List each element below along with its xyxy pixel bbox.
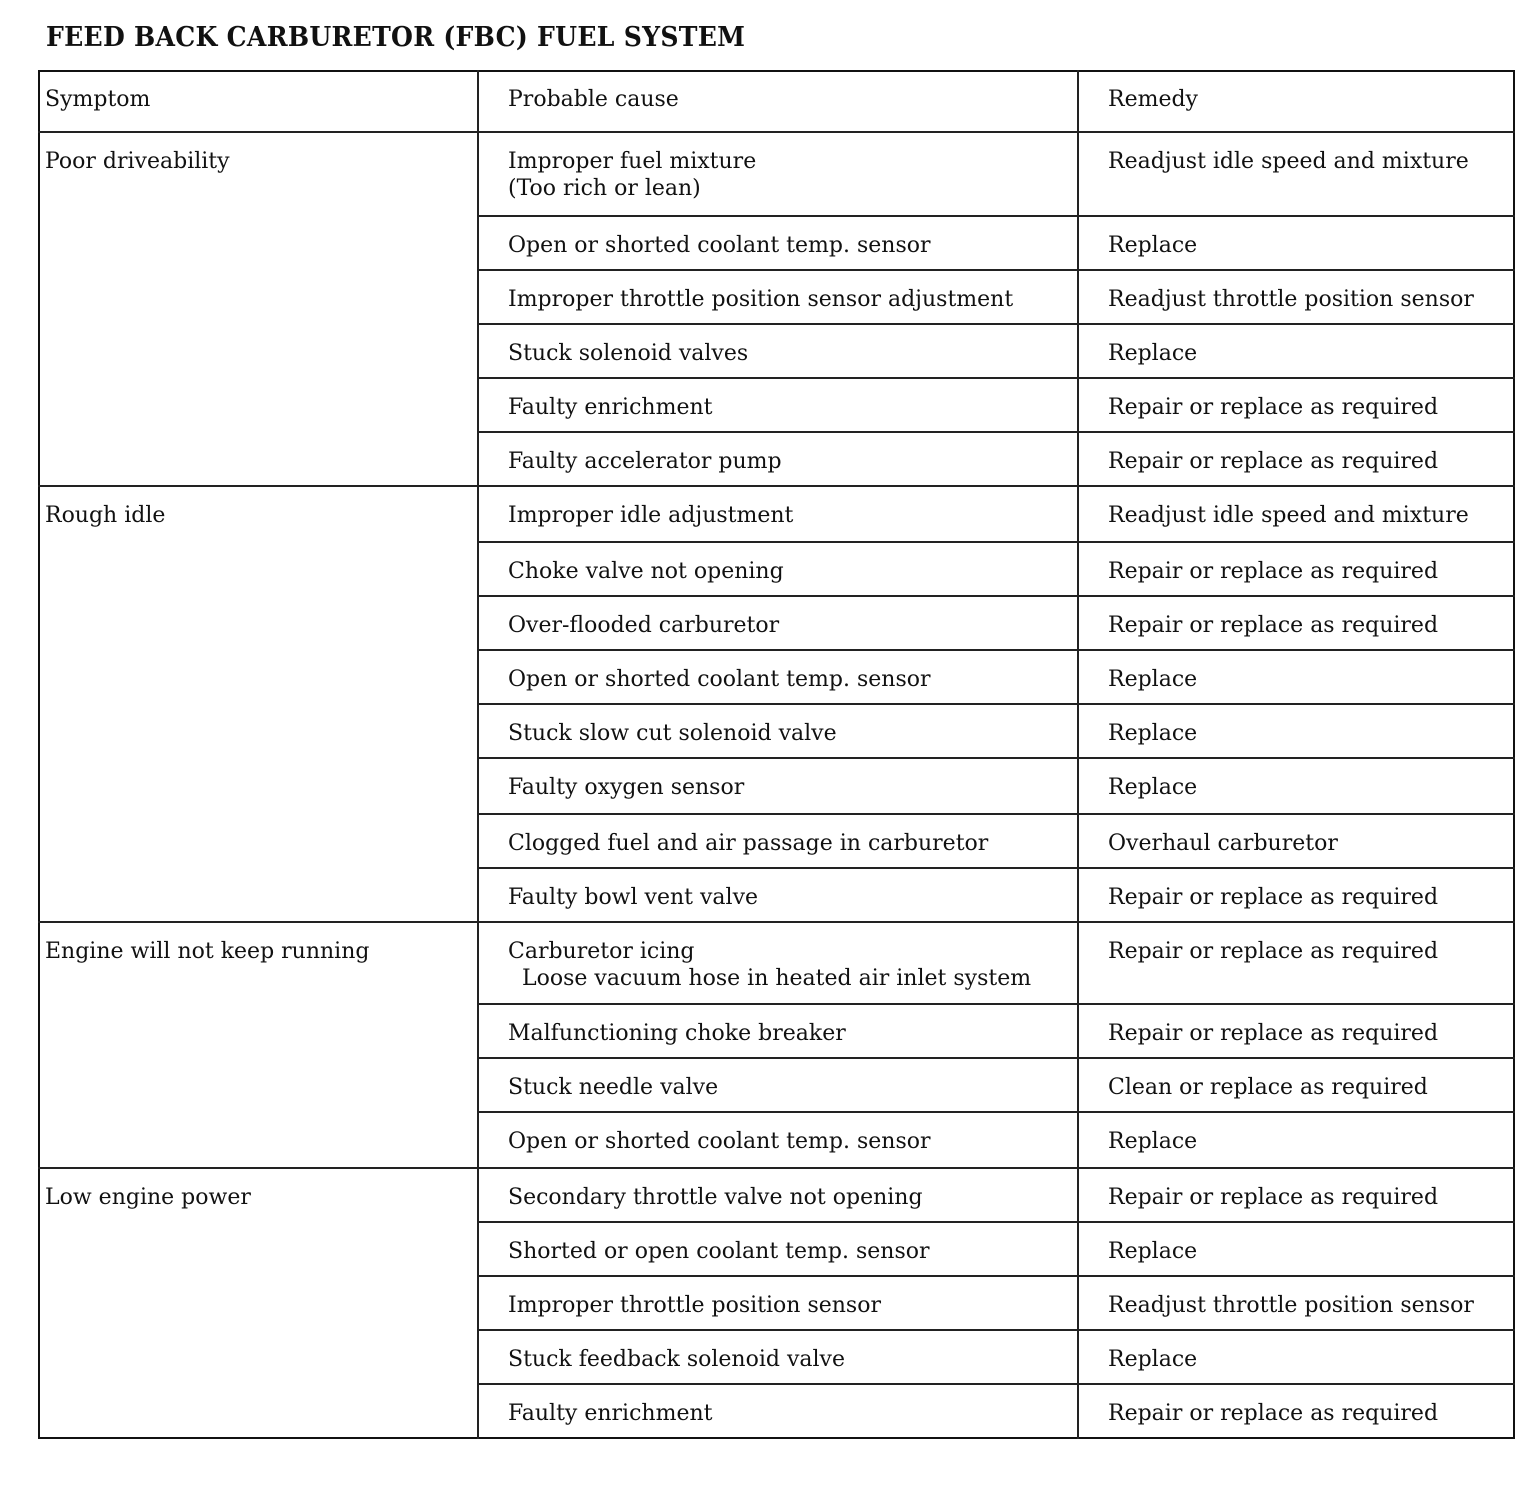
cause-cell	[478, 1330, 1078, 1384]
remedy-cell-text: Repair or replace as required	[1108, 395, 1439, 420]
cause-cell	[478, 1222, 1078, 1276]
remedy-cell-text: Replace	[1108, 775, 1198, 800]
cause-cell	[478, 324, 1078, 378]
header-cause-text: Probable cause	[508, 87, 679, 112]
cause-cell	[478, 704, 1078, 758]
cause-cell-text: Stuck needle valve	[508, 1075, 719, 1100]
cause-cell	[478, 758, 1078, 814]
cause-cell	[478, 1168, 1078, 1222]
cause-cell-text: Secondary throttle valve not opening	[508, 1185, 923, 1210]
cause-cell-text: Improper idle adjustment	[508, 503, 794, 528]
cause-cell	[478, 270, 1078, 324]
symptom-cell-text: Poor driveability	[45, 149, 230, 174]
remedy-cell-text: Replace	[1108, 233, 1198, 258]
remedy-cell-text: Replace	[1108, 721, 1198, 746]
remedy-cell	[1078, 1168, 1515, 1222]
remedy-cell-text: Repair or replace as required	[1108, 939, 1439, 964]
cause-cell	[478, 922, 1078, 1004]
remedy-cell-text: Repair or replace as required	[1108, 1185, 1439, 1210]
remedy-cell-text: Readjust throttle position sensor	[1108, 1293, 1474, 1318]
cause-cell-text: Faulty enrichment	[508, 1401, 713, 1426]
remedy-cell	[1078, 542, 1515, 596]
remedy-cell-text: Replace	[1108, 1129, 1198, 1154]
cause-cell-text: Stuck slow cut solenoid valve	[508, 721, 837, 746]
cause-cell	[478, 650, 1078, 704]
cause-cell-text: Open or shorted coolant temp. sensor	[508, 233, 931, 258]
cause-cell	[478, 132, 1078, 216]
cause-cell	[478, 542, 1078, 596]
remedy-cell	[1078, 650, 1515, 704]
remedy-cell	[1078, 132, 1515, 216]
cause-cell	[478, 432, 1078, 486]
remedy-cell	[1078, 324, 1515, 378]
cause-cell	[478, 814, 1078, 868]
remedy-cell-text: Repair or replace as required	[1108, 613, 1439, 638]
remedy-cell-text: Replace	[1108, 1239, 1198, 1264]
cause-cell	[478, 868, 1078, 922]
cause-cell-text: Clogged fuel and air passage in carburetor	[508, 831, 989, 856]
cause-cell	[478, 1384, 1078, 1439]
remedy-cell-text: Overhaul carburetor	[1108, 831, 1338, 856]
cause-cell-text: Faulty oxygen sensor	[508, 775, 745, 800]
symptom-cell	[38, 486, 478, 922]
remedy-cell	[1078, 1112, 1515, 1168]
cause-cell	[478, 216, 1078, 270]
symptom-cell	[38, 1168, 478, 1439]
cause-cell-text: Malfunctioning choke breaker	[508, 1021, 846, 1046]
page-title: FEED BACK CARBURETOR (FBC) FUEL SYSTEM	[46, 22, 746, 53]
symptom-cell	[38, 922, 478, 1168]
remedy-cell	[1078, 1058, 1515, 1112]
symptom-cell-text: Low engine power	[45, 1185, 251, 1210]
remedy-cell	[1078, 704, 1515, 758]
cause-cell	[478, 1276, 1078, 1330]
remedy-cell-text: Replace	[1108, 341, 1198, 366]
remedy-cell	[1078, 378, 1515, 432]
remedy-cell	[1078, 758, 1515, 814]
cause-cell-text: Stuck solenoid valves	[508, 341, 749, 366]
remedy-cell-text: Repair or replace as required	[1108, 1021, 1439, 1046]
cause-cell	[478, 1112, 1078, 1168]
remedy-cell-text: Repair or replace as required	[1108, 1401, 1439, 1426]
cause-cell	[478, 378, 1078, 432]
cause-cell	[478, 1004, 1078, 1058]
remedy-cell	[1078, 216, 1515, 270]
cause-cell	[478, 596, 1078, 650]
remedy-cell	[1078, 596, 1515, 650]
cause-cell-text: Choke valve not opening	[508, 559, 784, 584]
remedy-cell-text: Replace	[1108, 667, 1198, 692]
remedy-cell-text: Readjust idle speed and mixture	[1108, 503, 1469, 528]
cause-cell	[478, 1058, 1078, 1112]
symptom-cell	[38, 132, 478, 486]
symptom-cell-text: Rough idle	[45, 503, 166, 528]
remedy-cell	[1078, 1330, 1515, 1384]
remedy-cell	[1078, 432, 1515, 486]
header-remedy	[1078, 70, 1515, 132]
header-cause	[478, 70, 1078, 132]
cause-cell-text: Over-flooded carburetor	[508, 613, 780, 638]
remedy-cell	[1078, 1222, 1515, 1276]
cause-cell-text: Open or shorted coolant temp. sensor	[508, 1129, 931, 1154]
remedy-cell	[1078, 814, 1515, 868]
symptom-cell-text: Engine will not keep running	[45, 939, 370, 964]
cause-cell	[478, 486, 1078, 542]
cause-cell-text: (Too rich or lean)	[508, 176, 701, 201]
cause-cell-text: Stuck feedback solenoid valve	[508, 1347, 845, 1372]
remedy-cell-text: Clean or replace as required	[1108, 1075, 1428, 1100]
header-symptom-text: Symptom	[45, 87, 151, 112]
remedy-cell-text: Repair or replace as required	[1108, 449, 1439, 474]
remedy-cell-text: Readjust idle speed and mixture	[1108, 149, 1469, 174]
cause-cell-text: Improper fuel mixture	[508, 149, 757, 174]
remedy-cell-text: Repair or replace as required	[1108, 885, 1439, 910]
cause-cell-text: Shorted or open coolant temp. sensor	[508, 1239, 930, 1264]
remedy-cell-text: Repair or replace as required	[1108, 559, 1439, 584]
cause-cell-text: Open or shorted coolant temp. sensor	[508, 667, 931, 692]
cause-cell-text: Faulty accelerator pump	[508, 449, 782, 474]
remedy-cell	[1078, 1276, 1515, 1330]
header-remedy-text: Remedy	[1108, 87, 1198, 112]
remedy-cell-text: Readjust throttle position sensor	[1108, 287, 1474, 312]
remedy-cell-text: Replace	[1108, 1347, 1198, 1372]
remedy-cell	[1078, 868, 1515, 922]
cause-cell-text: Carburetor icing	[508, 939, 695, 964]
remedy-cell	[1078, 1004, 1515, 1058]
cause-cell-text: Faulty enrichment	[508, 395, 713, 420]
cause-cell-text: Loose vacuum hose in heated air inlet system	[508, 966, 1032, 991]
header-symptom	[38, 70, 478, 132]
cause-cell-text: Improper throttle position sensor	[508, 1293, 881, 1318]
cause-cell-text: Faulty bowl vent valve	[508, 885, 759, 910]
remedy-cell	[1078, 270, 1515, 324]
remedy-cell	[1078, 1384, 1515, 1439]
remedy-cell	[1078, 486, 1515, 542]
remedy-cell	[1078, 922, 1515, 1004]
cause-cell-text: Improper throttle position sensor adjustment	[508, 287, 1014, 312]
